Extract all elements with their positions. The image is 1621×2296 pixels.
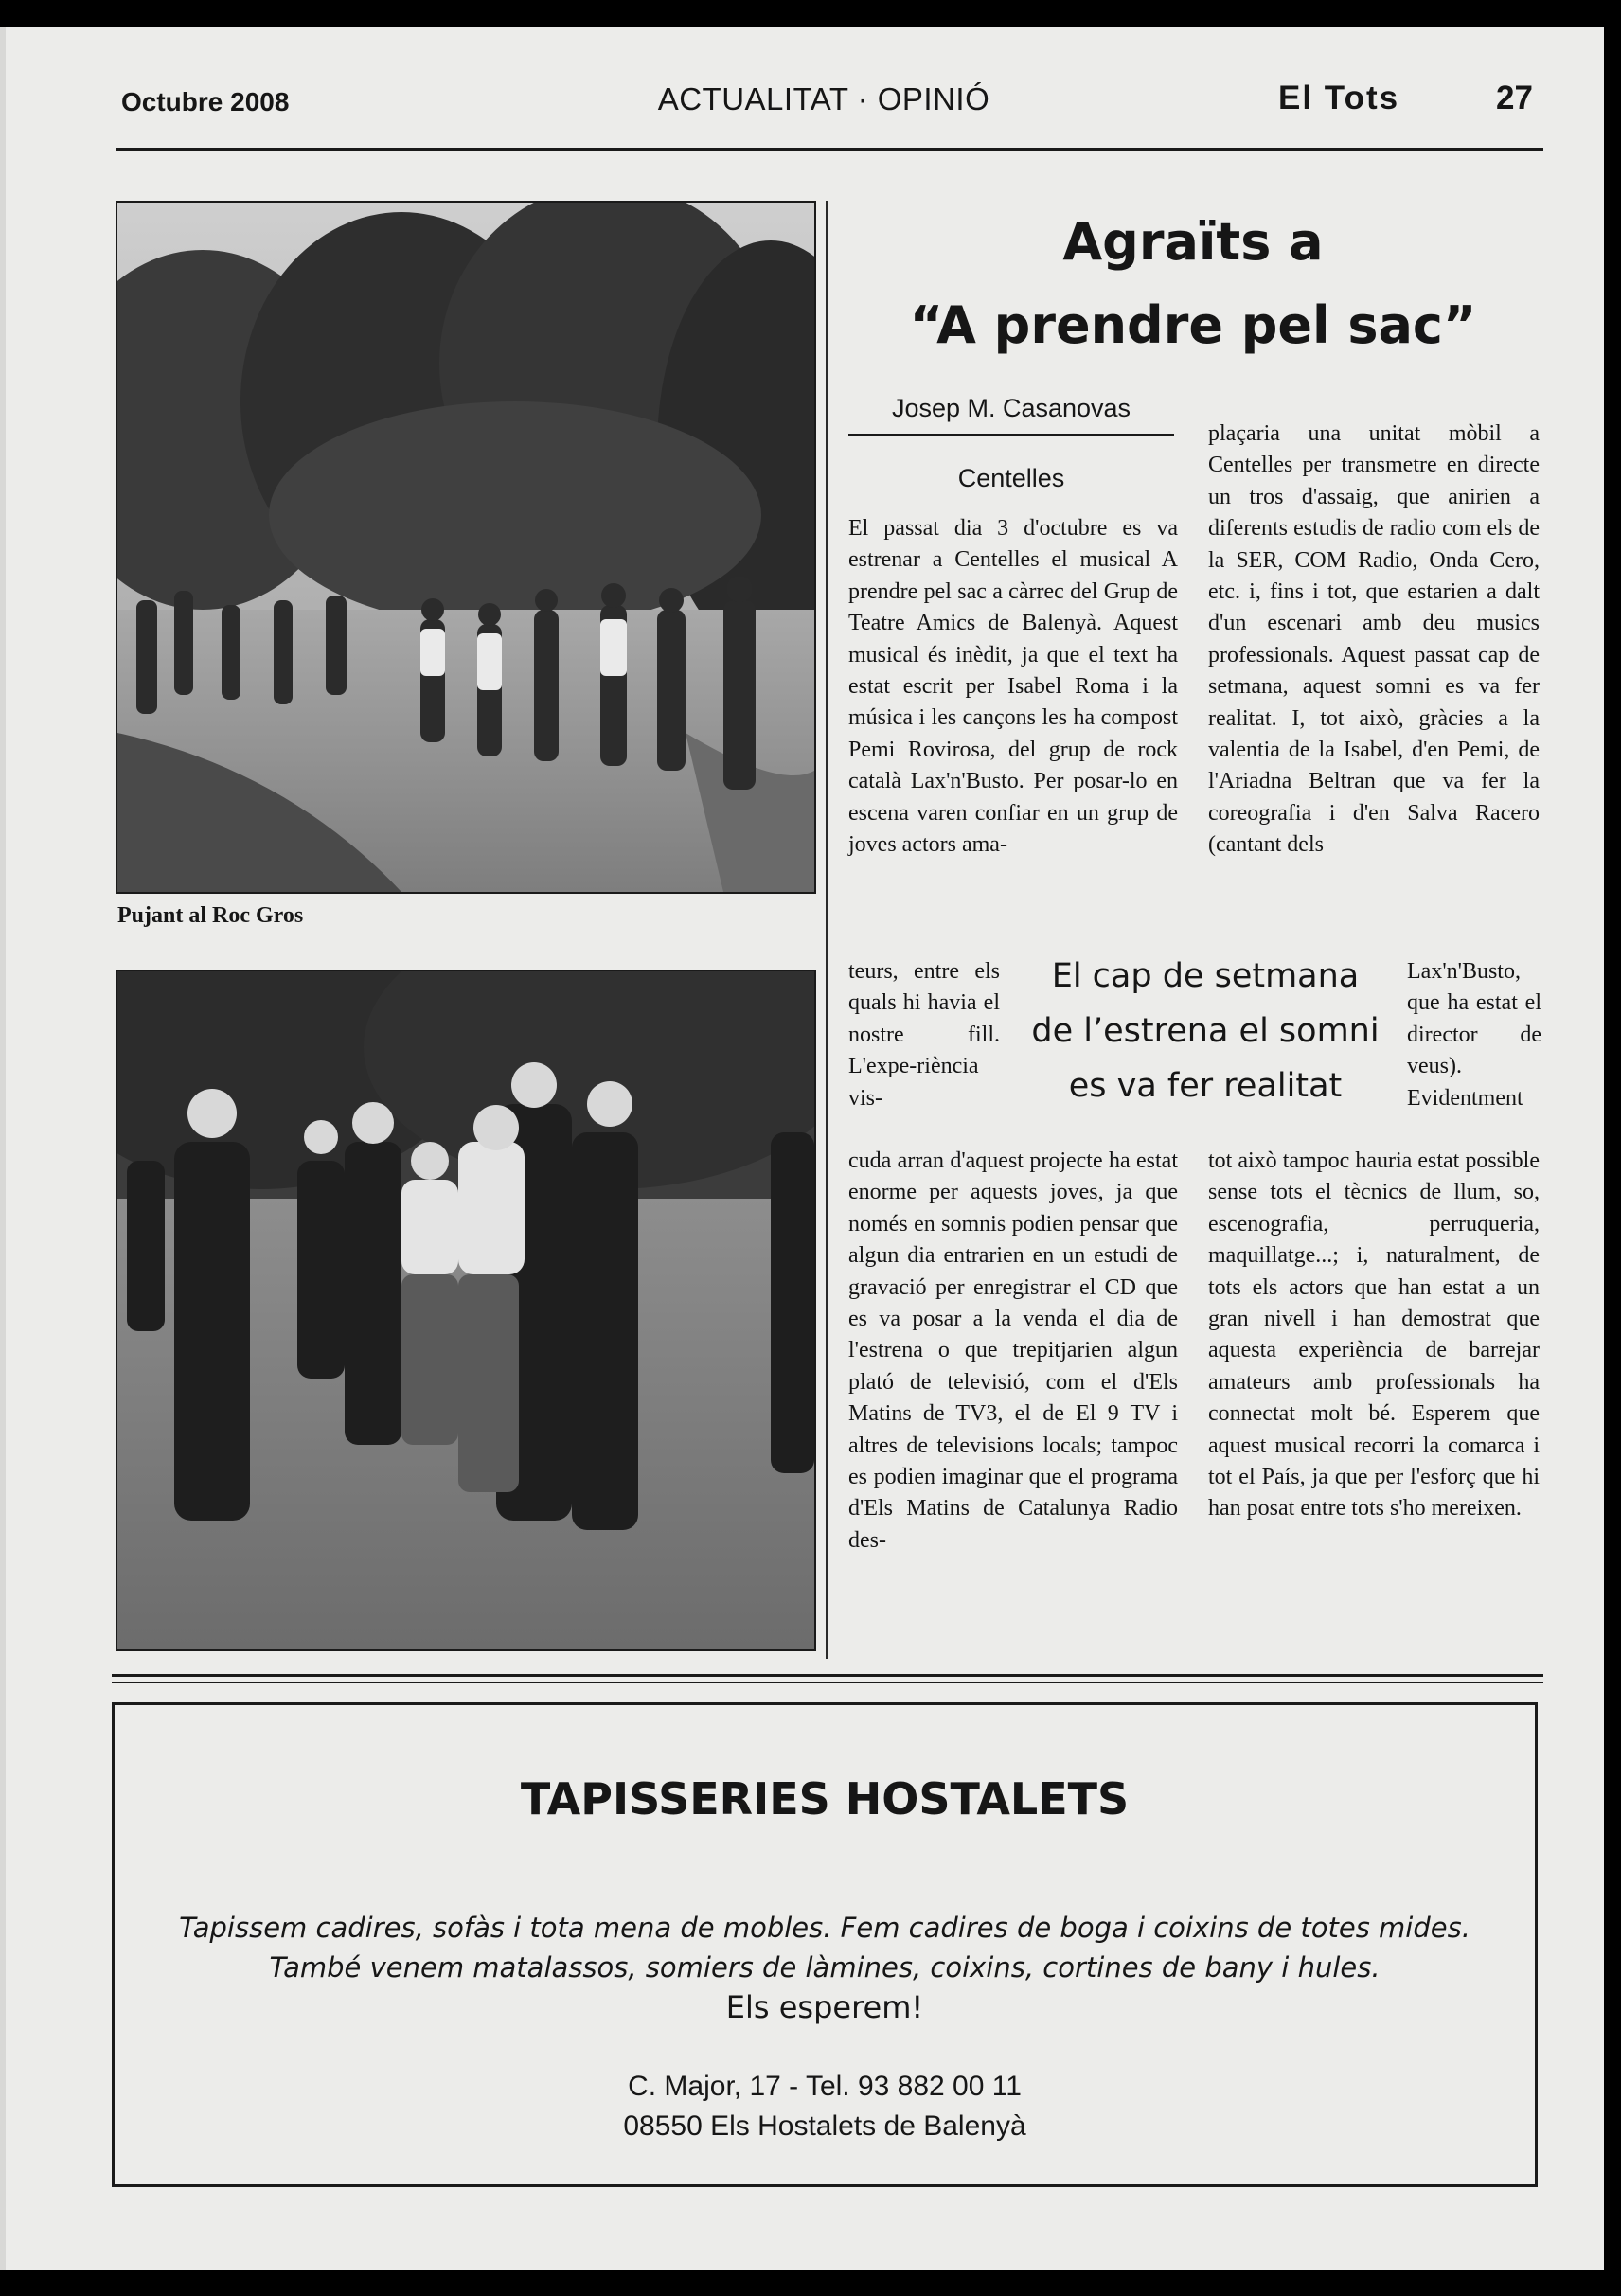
ad-title: TAPISSERIES HOSTALETS (520, 1773, 1130, 1824)
article-title-line1: Agraïts a (1062, 212, 1324, 272)
photo-summit-group (116, 970, 816, 1651)
byline-rule (848, 434, 1174, 436)
section-rule (112, 1674, 1543, 1677)
pull-quote-line3: es va fer realitat (1068, 1067, 1343, 1105)
ad-address: C. Major, 17 - Tel. 93 882 00 11 (628, 2071, 1022, 2102)
header-rule (116, 148, 1543, 151)
section-title: ACTUALITAT · OPINIÓ (657, 81, 990, 116)
pull-quote-line2: de l’estrena el somni (1031, 1012, 1380, 1050)
article-column2-bottom: tot això tampoc hauria estat possible sense tots el tècnics de llum, so, escenografia, perruqueria, maquillatge...; i, naturalment, de tots els actors que han estat a un gran nivell i han demostrat que aquesta experiència de barrejar amateurs amb professionals ha connectat molt bé. Esperem que aquest musical recorri la comarca i tot el País, ja que per l'esforç que hi han posat entre tots s'ho mereixen. (1208, 1148, 1540, 1522)
issue-date: Octubre 2008 (121, 87, 290, 116)
photo-caption: Pujant al Roc Gros (117, 903, 304, 928)
photo-hike-group (116, 201, 816, 894)
ad-text-line2: També venem matalassos, somiers de làmines, coixins, cortines de bany i hules. (269, 1951, 1381, 1984)
section-rule-thin (112, 1682, 1543, 1683)
article-column2-top: plaçaria una unitat mòbil a Centelles per transmetre en directe un tros d'assaig, que anirien a diferents estudis de radio com els de la SER, COM Radio, Onda Cero, etc. i, fins i tot, que estarien a dalt d'un escenari amb deu musics professionals. Aquest passat cap de setmana, aquest somni es va fer realitat. I, tot això, gràcies a la valentia de la Isabel, d'en Pemi, de l'Ariadna Beltran que va fer la coreografia i d'en Salva Racero (cantant dels (1208, 421, 1540, 858)
article-author: Josep M. Casanovas (891, 394, 1131, 422)
article-column1-bottom: cuda arran d'aquest projecte ha estat enorme per aquests joves, ja que només en somnis podien pensar que algun dia entrarien en un estudi de gravació per enregistrar el CD que es va posar a la venda el dia de l'estrena o que trepitjarien algun plató de televisió, com el d'Els Matins de TV3, el de El 9 TV i altres de televisions locals; tampoc es podien imaginar que el programa d'Els Matins de Catalunya Radio des- (848, 1148, 1178, 1553)
article-title-line2: “A prendre pel sac” (909, 295, 1477, 355)
article-column1-top: El passat dia 3 d'octubre es va estrenar a Centelles el musical A prendre pel sac a càrrec del Grup de Teatre Amics de Balenyà. Aquest musical és inèdit, ja que el text ha estat escrit per Isabel Roma i la música i les cançons les ha compost Pemi Rovirosa, del grup de rock català Lax'n'Busto. Per posar-lo en escena varen confiar en un grup de joves actors ama- (848, 516, 1178, 858)
pull-quote (1011, 949, 1399, 1113)
ad-text-line1: Tapissem cadires, sofàs i tota mena de mobles. Fem cadires de boga i coixins de totes mides. (179, 1912, 1470, 1944)
ad-greeting: Els esperem! (725, 1989, 924, 2025)
article-column2-wrap: Lax'n'Busto, que ha estat el director de veus). Evidentment (1407, 959, 1541, 1111)
article-place: Centelles (957, 464, 1065, 492)
pull-quote-line1: El cap de setmana (1051, 957, 1360, 995)
magazine-name: El Tots (1278, 80, 1400, 116)
article-column1-wrap: teurs, entre els quals hi havia el nostre fill. L'expe-riència vis- (848, 959, 1000, 1111)
advertisement-box (112, 1702, 1538, 2187)
column-divider (826, 201, 828, 1659)
page-number: 27 (1496, 80, 1533, 116)
ad-town: 08550 Els Hostalets de Balenyà (623, 2110, 1026, 2142)
